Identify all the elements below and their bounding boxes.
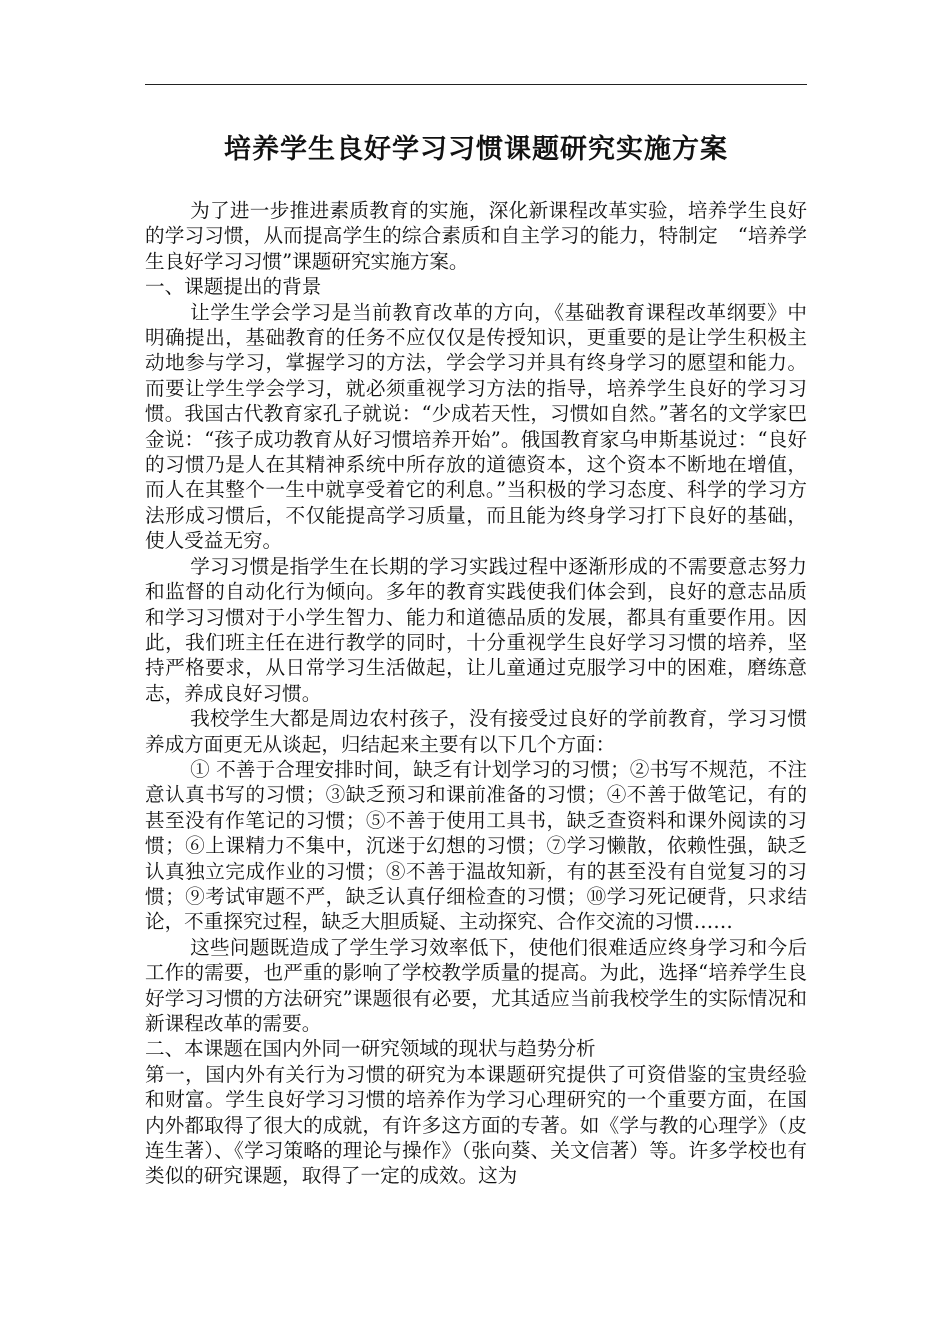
document-body [145,198,807,1189]
background-paragraph-2: 学习习惯是指学生在长期的学习实践过程中逐渐形成的不需要意志努力和监督的自动化行为倾向。多年的教育实践使我们体会到，良好的意志品质和学习习惯对于小学生智力、能力和道德品质的发展，都具有重要作用。因此，我们班主任在进行教学的同时，十分重视学生良好学习习惯的培养，坚持严格要求，从日常学习生活做起，让儿童通过克服学习中的困难，磨练意志，养成良好习惯。 [145,554,807,705]
status-paragraph-1: 第一，国内外有关行为习惯的研究为本课题研究提供了可资借鉴的宝贵经验和财富。学生良好学习习惯的培养作为学习心理研究的一个重要方面，在国内外都取得了很大的成就，有许多这方面的专著。如《学与教的心理学》（皮连生著）、《学习策略的理论与操作》（张向葵、关文信著）等。许多学校也有类似的研究课题，取得了一定的成效。这为 [145,1062,807,1188]
habit-problems-list: ① 不善于合理安排时间，缺乏有计划学习的习惯；②书写不规范，不注意认真书写的习惯；③缺乏预习和课前准备的习惯；④不善于做笔记，有的甚至没有作笔记的习惯；⑤不善于使用工具书，缺乏查资料和课外阅读的习惯；⑥上课精力不集中，沉迷于幻想的习惯；⑦学习懒散，依赖性强，缺乏认真独立完成作业的习惯；⑧不善于温故知新，有的甚至没有自觉复习的习惯；⑨考试审题不严，缺乏认真仔细检查的习惯；⑩学习死记硬背，只求结论，不重探究过程，缺乏大胆质疑、主动探究、合作交流的习惯…… [145,757,807,934]
section-heading-background: 一、课题提出的背景 [145,275,322,299]
intro-paragraph: 为了进一步推进素质教育的实施，深化新课程改革实验，培养学生良好的学习习惯，从而提高学生的综合素质和自主学习的能力，特制定 “培养学生良好学习习惯”课题研究实施方案。 [145,199,807,273]
section-heading-status: 二、本课题在国内外同一研究领域的现状与趋势分析 [145,1037,596,1061]
background-paragraph-3: 我校学生大都是周边农村孩子，没有接受过良好的学前教育，学习习惯养成方面更无从谈起，归结起来主要有以下几个方面： [145,707,807,756]
background-paragraph-4: 这些问题既造成了学生学习效率低下，使他们很难适应终身学习和今后工作的需要，也严重的影响了学校教学质量的提高。为此，选择“培养学生良好学习习惯的方法研究”课题很有必要，尤其适应当前我校学生的实际情况和新课程改革的需要。 [145,935,807,1035]
header-rule [145,84,807,85]
background-paragraph-1: 让学生学会学习是当前教育改革的方向，《基础教育课程改革纲要》中明确提出，基础教育的任务不应仅仅是传授知识，更重要的是让学生积极主动地参与学习，掌握学习的方法，学会学习并具有终身学习的愿望和能力。而要让学生学会学习，就必须重视学习方法的指导，培养学生良好的学习习惯。我国古代教育家孔子就说：“少成若天性，习惯如自然。”著名的文学家巴金说：“孩子成功教育从好习惯培养开始”。俄国教育家乌申斯基说过：“良好的习惯乃是人在其精神系统中所存放的道德资本，这个资本不断地在增值，而人在其整个一生中就享受着它的利息。”当积极的学习态度、科学的学习方法形成习惯后，不仅能提高学习质量，而且能为终身学习打下良好的基础，使人受益无穷。 [145,300,807,553]
document-title: 培养学生良好学习习惯课题研究实施方案 [224,134,728,165]
